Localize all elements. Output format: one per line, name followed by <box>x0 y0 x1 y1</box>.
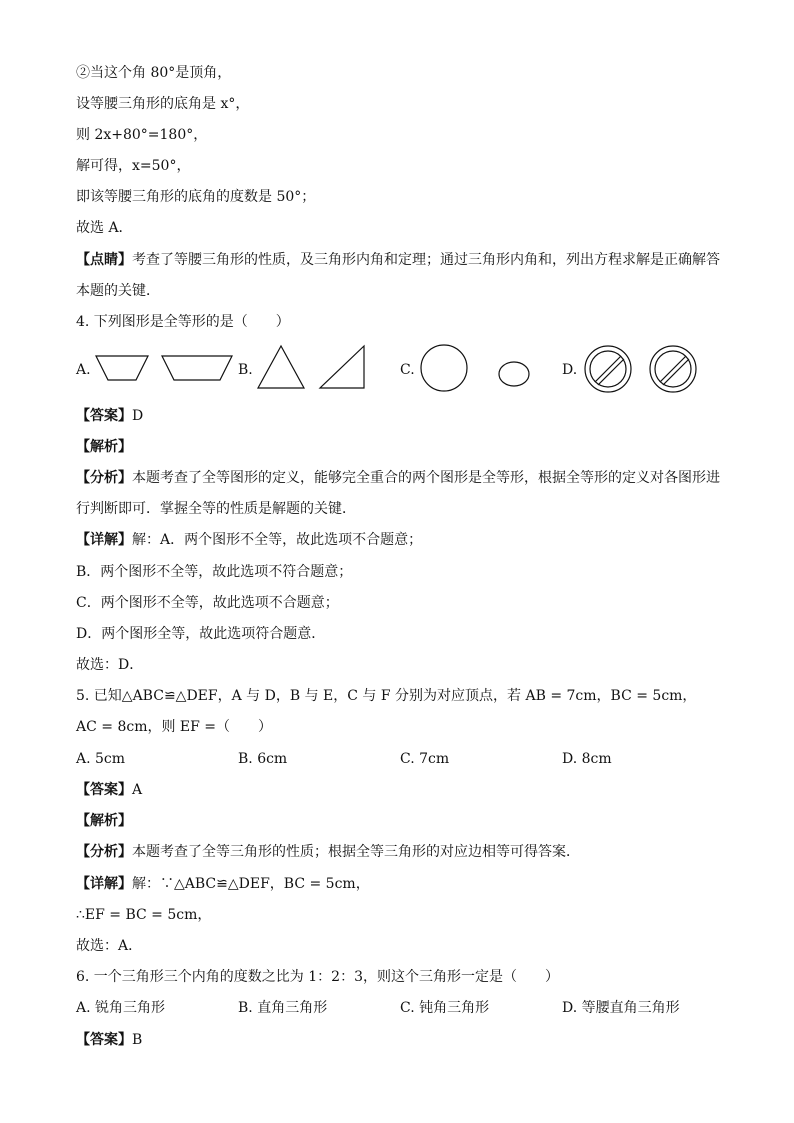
analysis-text: 本题考查了全等三角形的性质；根据全等三角形的对应边相等可得答案． <box>132 844 580 860</box>
q5-option-a: A. 5cm <box>76 751 126 767</box>
detail-text: 解：∵△ABC≌△DEF，BC = 5cm， <box>132 876 370 892</box>
trapezoid-shape <box>162 356 232 380</box>
text-line: 行判断即可．掌握全等的性质是解题的关键． <box>76 501 356 517</box>
q6-option-c: C. 钝角三角形 <box>400 1000 490 1016</box>
triangle-shape <box>258 346 304 388</box>
q6-option-d: D. 等腰直角三角形 <box>562 1000 680 1016</box>
text-line: 解可得，x=50°， <box>76 158 191 174</box>
analysis-tag: 【分析】 <box>76 844 132 860</box>
analysis-line <box>76 468 720 488</box>
q4-option-a-figure <box>90 350 240 390</box>
question-5-cont: AC = 8cm，则 EF =（ ） <box>76 719 273 735</box>
answer-line <box>76 780 142 800</box>
prohibition-sign-icon <box>650 346 696 392</box>
q4-option-d-figure <box>578 343 700 395</box>
text-line: 即该等腰三角形的底角的度数是 50°； <box>76 189 316 205</box>
detail-tag: 【详解】 <box>76 532 132 548</box>
text-line: 则 2x+80°=180°， <box>76 127 208 143</box>
text-line: 设等腰三角形的底角是 x°， <box>76 96 250 112</box>
text-line: ②当这个角 80°是顶角， <box>76 65 232 81</box>
comment-tag: 【点睛】 <box>76 252 132 268</box>
comment-line <box>76 250 720 270</box>
q4-option-b-label: B. <box>238 362 253 378</box>
q5-option-d: D. 8cm <box>562 751 612 767</box>
q6-option-a: A. 锐角三角形 <box>76 1000 166 1016</box>
q5-option-b: B. 6cm <box>238 751 288 767</box>
analysis-heading: 【解析】 <box>76 439 132 455</box>
question-4: 4. 下列图形是全等形的是（ ） <box>76 314 290 330</box>
q4-option-c-figure <box>414 343 539 395</box>
detail-line <box>76 530 422 550</box>
question-6: 6. 一个三角形三个内角的度数之比为 1：2：3，则这个三角形一定是（ ） <box>76 969 559 985</box>
text-line: D．两个图形全等，故此选项符合题意． <box>76 626 326 642</box>
circle-shape <box>421 345 467 391</box>
analysis-heading: 【解析】 <box>76 813 132 829</box>
comment-text: 考查了等腰三角形的性质，及三角形内角和定理；通过三角形内角和，列出方程求解是正确解答 <box>132 252 720 268</box>
q5-option-c: C. 7cm <box>400 751 450 767</box>
question-5: 5. 已知△ABC≌△DEF，A 与 D，B 与 E，C 与 F 分别为对应顶点，若 AB = 7cm，BC = 5cm， <box>76 688 697 704</box>
q4-option-b-figure <box>252 343 377 393</box>
answer-line <box>76 406 143 426</box>
text-line: ∴EF = BC = 5cm， <box>76 907 212 923</box>
q6-option-b: B. 直角三角形 <box>238 1000 328 1016</box>
detail-line <box>76 874 370 894</box>
answer-tag: 【答案】 <box>76 408 132 424</box>
answer-value: A <box>132 782 143 798</box>
ellipse-shape <box>499 362 529 386</box>
answer-tag: 【答案】 <box>76 1032 132 1048</box>
analysis-tag: 【分析】 <box>76 470 132 486</box>
text-line: 故选：A． <box>76 938 143 954</box>
q4-option-c-label: C. <box>400 362 415 378</box>
text-line: B．两个图形不全等，故此选项不符合题意； <box>76 564 353 580</box>
analysis-text: 本题考查了全等图形的定义，能够完全重合的两个图形是全等形，根据全等形的定义对各图形进 <box>132 470 720 486</box>
q4-option-d-label: D. <box>562 362 578 378</box>
detail-text: 解：A．两个图形不全等，故此选项不合题意； <box>132 532 423 548</box>
text-line: C．两个图形不全等，故此选项不合题意； <box>76 595 339 611</box>
q4-option-a-label: A. <box>76 362 91 378</box>
prohibition-sign-icon <box>585 346 631 392</box>
triangle-shape <box>320 346 364 388</box>
text-line: 本题的关键． <box>76 283 160 299</box>
answer-line <box>76 1030 142 1050</box>
answer-value: D <box>132 408 144 424</box>
text-line: 故选：D． <box>76 657 144 673</box>
trapezoid-shape <box>96 356 148 380</box>
detail-tag: 【详解】 <box>76 876 132 892</box>
answer-tag: 【答案】 <box>76 782 132 798</box>
text-line: 故选 A． <box>76 220 133 236</box>
answer-value: B <box>132 1032 143 1048</box>
analysis-line <box>76 842 580 862</box>
